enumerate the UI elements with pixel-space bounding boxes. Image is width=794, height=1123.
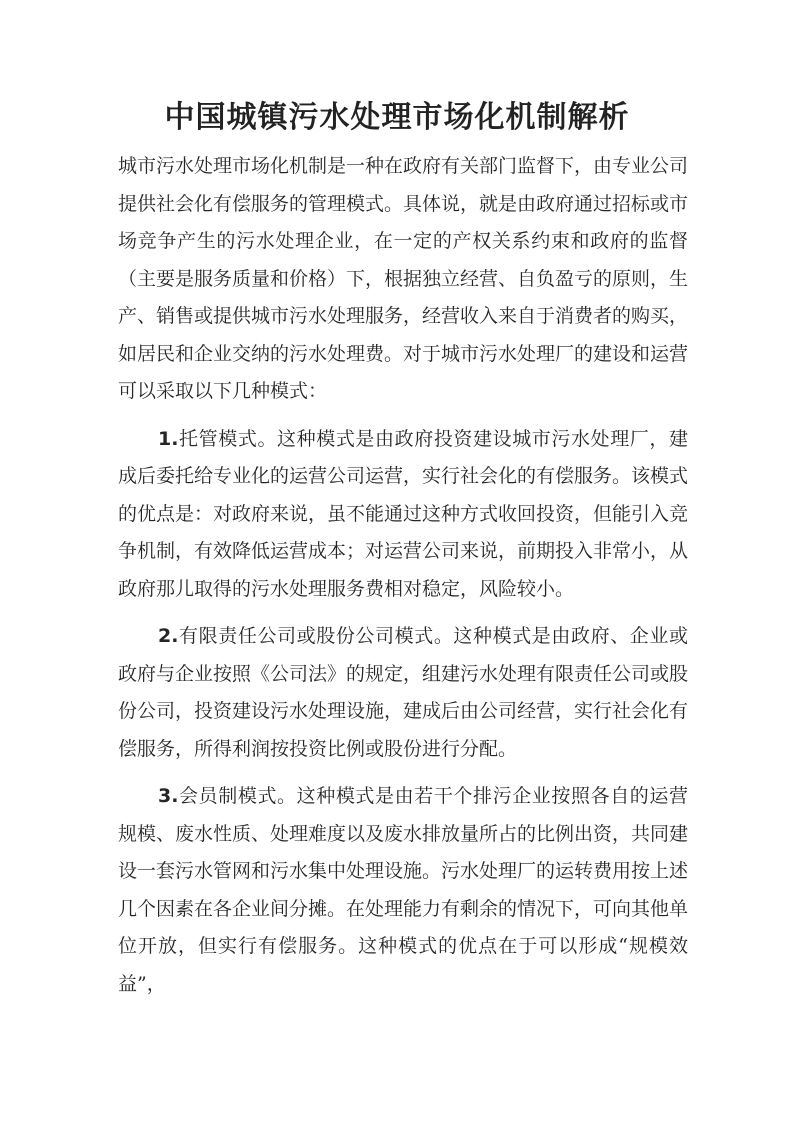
- document-body: [118, 148, 688, 1013]
- item-number: 3.: [158, 785, 179, 807]
- item-number: 1.: [158, 427, 179, 450]
- item-number: 2.: [158, 625, 179, 647]
- list-item-2: [118, 618, 688, 768]
- item-text: 会员制模式。这种模式是由若干个排污企业按照各自的运营规模、废水性质、处理难度以及废水排放量所占的比例出资，共同建设一套污水管网和污水集中处理设施。污水处理厂的运转费用按上述几个因素在各企业间分摊。在处理能力有剩余的情况下，可向其他单位开放，但实行有偿服务。这种模式的优点在于可以形成“规模效益”，: [118, 785, 689, 995]
- intro-paragraph: 城市污水处理市场化机制是一种在政府有关部门监督下，由专业公司提供社会化有偿服务的管理模式。具体说，就是由政府通过招标或市场竞争产生的污水处理企业，在一定的产权关系约束和政府的监督（主要是服务质量和价格）下，根据独立经营、自负盈亏的原则，生产、销售或提供城市污水处理服务，经营收入来自于消费者的购买，如居民和企业交纳的污水处理费。对于城市污水处理厂的建设和运营可以采取以下几种模式：: [118, 155, 689, 402]
- item-text: 托管模式。这种模式是由政府投资建设城市污水处理厂，建成后委托给专业化的运营公司运营，实行社会化的有偿服务。该模式的优点是：对政府来说，虽不能通过这种方式收回投资，但能引入竞争机制，有效降低运营成本；对运营公司来说，前期投入非常小，从政府那儿取得的污水处理服务费相对稳定，风险较小。: [118, 427, 689, 600]
- list-item-1: [118, 421, 688, 609]
- item-text: 有限责任公司或股份公司模式。这种模式是由政府、企业或政府与企业按照《公司法》的规定，组建污水处理有限责任公司或股份公司，投资建设污水处理设施，建成后由公司经营，实行社会化有偿服务，所得利润按投资比例或股份进行分配。: [118, 625, 689, 760]
- document-title: 中国城镇污水处理市场化机制解析: [164, 100, 630, 135]
- list-item-3: [118, 778, 688, 1003]
